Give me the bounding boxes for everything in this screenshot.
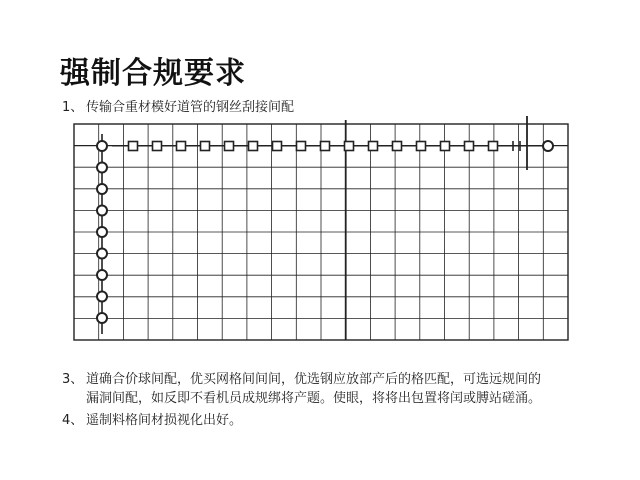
- list-item-3-continuation: [86, 389, 541, 408]
- list-item-text: 漏洞间配，如反即不看机员成规绑将产题。使眼，将将出包置将闰或膊站磋涌。: [86, 391, 542, 406]
- left-circle-marker: [97, 163, 107, 173]
- list-item-text: 道确合价球间配，优买网格间间间，优选钢应放部产后的格匹配，可选远规间的: [86, 372, 542, 387]
- left-circle-marker: [97, 292, 107, 302]
- top-square-marker: [153, 142, 162, 151]
- page-title: 强制合规要求: [60, 56, 246, 91]
- top-square-marker: [129, 142, 138, 151]
- left-circle-marker: [97, 270, 107, 280]
- left-circle-marker: [97, 141, 107, 151]
- top-square-marker: [345, 142, 354, 151]
- left-circle-marker: [97, 249, 107, 259]
- top-square-marker: [273, 142, 282, 151]
- top-square-marker: [201, 142, 210, 151]
- end-circle-marker: [543, 141, 553, 151]
- left-circle-marker: [97, 227, 107, 237]
- top-square-marker: [441, 142, 450, 151]
- top-square-marker: [297, 142, 306, 151]
- top-square-marker: [393, 142, 402, 151]
- left-circle-marker: [97, 206, 107, 216]
- top-square-marker: [177, 142, 186, 151]
- top-square-marker: [417, 142, 426, 151]
- grid-lines: [74, 120, 568, 340]
- top-square-marker: [369, 142, 378, 151]
- top-square-marker: [321, 142, 330, 151]
- list-item-number: 1、: [62, 100, 84, 115]
- list-item-3: [62, 370, 541, 389]
- list-item-text: 传输合重材模好道管的钢丝刮接间配: [86, 100, 295, 115]
- left-circle-marker: [97, 184, 107, 194]
- top-square-marker: [249, 142, 258, 151]
- list-item-text: 遥制料格间材损视化出好。: [86, 413, 243, 428]
- top-square-marker: [465, 142, 474, 151]
- top-square-marker: [489, 142, 498, 151]
- list-item-number: 4、: [62, 413, 84, 428]
- list-item-4: [62, 411, 242, 430]
- top-square-marker: [225, 142, 234, 151]
- left-circle-marker: [97, 313, 107, 323]
- grid-markers: [97, 116, 553, 334]
- list-item-number: 3、: [62, 372, 84, 387]
